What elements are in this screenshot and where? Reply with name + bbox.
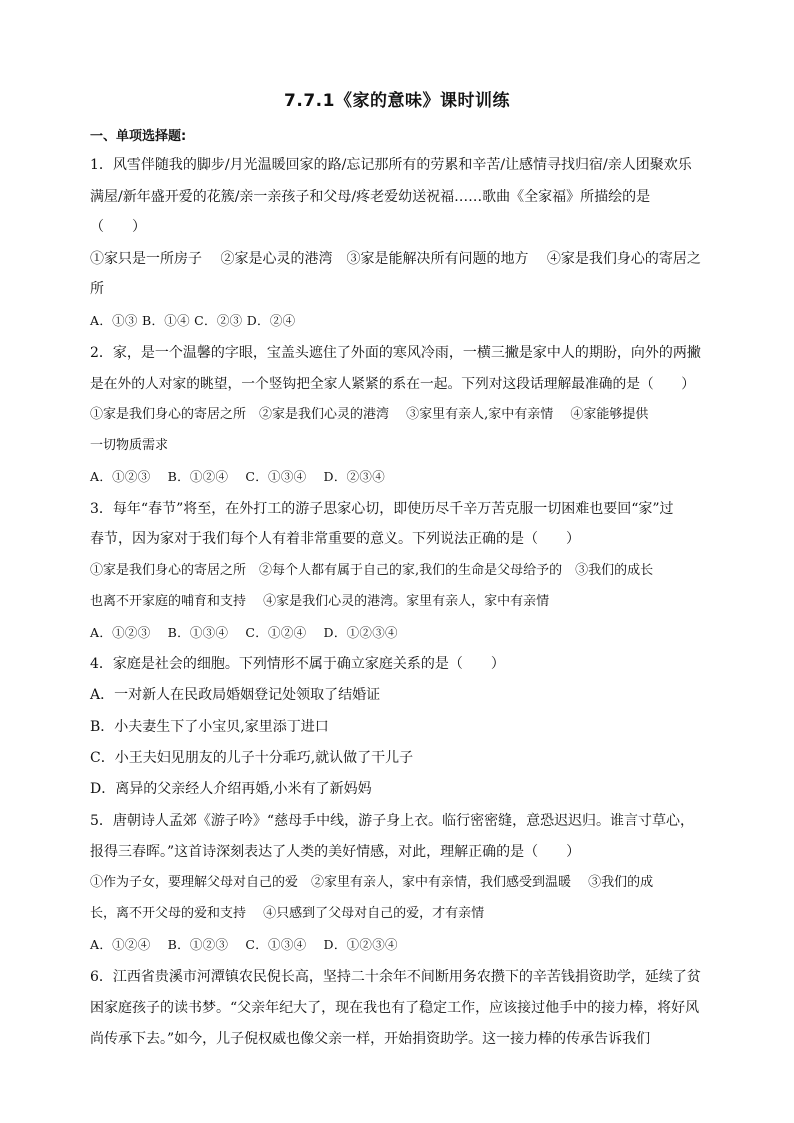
- q1-answer-blank: （ ）: [90, 219, 146, 235]
- q1-items-line2: 所: [90, 281, 104, 297]
- q5-stem-line2: 报得三春晖。”这首诗深刻表达了人类的美好情感，对此，理解正确的是（ ）: [90, 844, 581, 860]
- q3-options: A．①②③ B．①③④ C．①②④ D．①②③④: [90, 625, 398, 640]
- q1-items-line1: ①家只是一所房子 ②家是心灵的港湾 ③家是能解决所有问题的地方 ④家是我们身心的寄居之: [90, 251, 701, 267]
- q3-items-line1: ①家是我们身心的寄居之所 ②每个人都有属于自己的家,我们的生命是父母给予的 ③我们的成长: [90, 563, 654, 578]
- q2-stem-line2: 是在外的人对家的眺望，一个竖钩把全家人紧紧的系在一起。下列对这段话理解最准确的是（ ）: [90, 376, 696, 392]
- q1-stem-line2: 满屋/新年盛开爱的花簇/亲一亲孩子和父母/疼老爱幼送祝福……歌曲《全家福》所描绘的是: [90, 189, 651, 205]
- q6-stem-line2: 困家庭孩子的读书梦。“父亲年纪大了，现在我也有了稳定工作，应该接过他手中的接力棒，将好风: [90, 1000, 700, 1016]
- q1-stem-line1: 1．风雪伴随我的脚步/月光温暖回家的路/忘记那所有的劳累和辛苦/让感情寻找归宿/亲人团聚欢乐: [90, 157, 692, 173]
- q3-items-line2: 也离不开家庭的哺育和支持 ④家是我们心灵的港湾。家里有亲人，家中有亲情: [90, 594, 550, 609]
- q2-options: A．①②③ B．①②④ C．①③④ D．②③④: [90, 469, 386, 484]
- q2-items-line2: 一切物质需求: [90, 438, 169, 453]
- q1-options: A．①③ B．①④ C．②③ D．②④: [90, 313, 296, 328]
- section-heading: 一、单项选择题:: [90, 129, 187, 144]
- q3-stem-line2: 春节，因为家对于我们每个人有着非常重要的意义。下列说法正确的是（ ）: [90, 531, 580, 547]
- q5-items-line2: 长，离不开父母的爱和支持 ④只感到了父母对自己的爱，才有亲情: [90, 906, 485, 921]
- q2-stem-line1: 2．家，是一个温馨的字眼，宝盖头遮住了外面的寒风冷雨，一横三撇是家中人的期盼，向外的两撇: [90, 345, 701, 361]
- page-title: 7.7.1《家的意味》课时训练: [284, 91, 510, 111]
- q3-stem-line1: 3．每年“春节”将至，在外打工的游子思家心切，即使历尽千辛万苦克服一切困难也要回“家”过: [90, 501, 674, 517]
- q5-items-line1: ①作为子女，要理解父母对自己的爱 ②家里有亲人，家中有亲情，我们感受到温暖 ③我们的成: [90, 875, 654, 890]
- q4-option-a: A．一对新人在民政局婚姻登记处领取了结婚证: [90, 687, 381, 703]
- q4-option-b: B．小夫妻生下了小宝贝,家里添丁进口: [90, 719, 329, 735]
- q6-stem-line3: 尚传承下去。”如今，儿子倪权威也像父亲一样，开始捐资助学。这一接力棒的传承告诉我们: [90, 1031, 651, 1047]
- q4-option-d: D．离异的父亲经人介绍再婚,小米有了新妈妈: [90, 781, 372, 797]
- q6-stem-line1: 6．江西省贵溪市河潭镇农民倪长高，坚持二十余年不间断用务农攒下的辛苦钱捐资助学，延续了贫: [90, 969, 701, 985]
- q5-options: A．①②④ B．①②③ C．①③④ D．①②③④: [90, 937, 398, 952]
- q5-stem-line1: 5．唐朝诗人孟郊《游子吟》“慈母手中线，游子身上衣。临行密密缝，意恐迟迟归。谁言寸草心，: [90, 813, 695, 829]
- q2-items-line1: ①家是我们身心的寄居之所 ②家是我们心灵的港湾 ③家里有亲人,家中有亲情 ④家能够提供: [90, 407, 649, 422]
- q4-stem: 4．家庭是社会的细胞。下列情形不属于确立家庭关系的是（ ）: [90, 656, 505, 672]
- q4-option-c: C．小王夫妇见朋友的儿子十分乖巧,就认做了干儿子: [90, 750, 414, 766]
